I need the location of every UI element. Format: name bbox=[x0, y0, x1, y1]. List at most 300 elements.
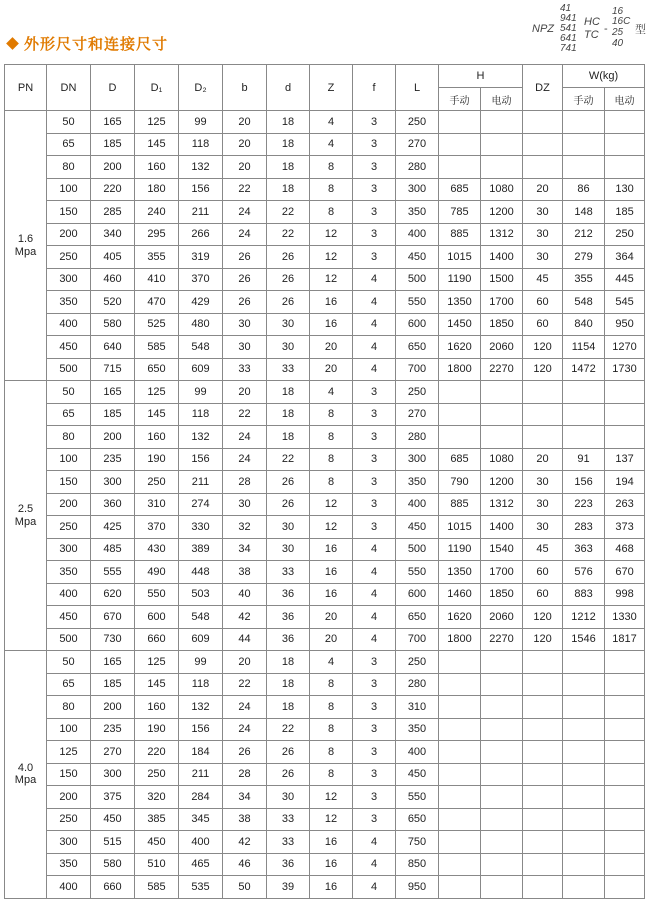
table-cell: 12 bbox=[310, 246, 353, 269]
table-row bbox=[5, 831, 645, 854]
table-cell: 8 bbox=[310, 763, 353, 786]
table-cell: 3 bbox=[353, 246, 396, 269]
table-cell bbox=[605, 381, 645, 404]
table-cell bbox=[563, 741, 605, 764]
table-cell: 86 bbox=[563, 178, 605, 201]
table-cell: 250 bbox=[396, 381, 439, 404]
table-cell: 3 bbox=[353, 516, 396, 539]
table-cell bbox=[439, 741, 481, 764]
table-cell: 450 bbox=[396, 516, 439, 539]
table-cell: 20 bbox=[223, 111, 267, 134]
table-cell: 670 bbox=[605, 561, 645, 584]
table-cell bbox=[523, 381, 563, 404]
table-cell: 30 bbox=[223, 313, 267, 336]
table-cell: 33 bbox=[267, 358, 310, 381]
table-cell: 100 bbox=[47, 448, 91, 471]
table-cell: 1620 bbox=[439, 336, 481, 359]
table-cell bbox=[523, 133, 563, 156]
table-cell bbox=[439, 403, 481, 426]
table-cell: 3 bbox=[353, 696, 396, 719]
table-cell bbox=[563, 853, 605, 876]
table-cell: 1850 bbox=[481, 583, 523, 606]
table-cell bbox=[605, 876, 645, 899]
pressure-cell bbox=[5, 381, 47, 651]
table-cell: 26 bbox=[223, 741, 267, 764]
table-cell: 22 bbox=[267, 448, 310, 471]
table-cell: 580 bbox=[91, 853, 135, 876]
table-cell: 1190 bbox=[439, 538, 481, 561]
table-cell: 3 bbox=[353, 111, 396, 134]
table-cell: 38 bbox=[223, 808, 267, 831]
table-cell: 180 bbox=[135, 178, 179, 201]
table-cell: 600 bbox=[396, 313, 439, 336]
table-cell: 200 bbox=[91, 426, 135, 449]
table-cell bbox=[523, 673, 563, 696]
table-cell: 1400 bbox=[481, 516, 523, 539]
table-cell: 30 bbox=[267, 313, 310, 336]
table-cell: 3 bbox=[353, 448, 396, 471]
table-cell: 300 bbox=[396, 178, 439, 201]
table-cell: 1546 bbox=[563, 628, 605, 651]
table-cell: 30 bbox=[523, 201, 563, 224]
table-cell bbox=[563, 651, 605, 674]
header-l: L bbox=[396, 65, 439, 111]
table-cell: 3 bbox=[353, 741, 396, 764]
table-cell bbox=[523, 876, 563, 899]
table-cell bbox=[523, 696, 563, 719]
table-cell: 500 bbox=[396, 268, 439, 291]
table-cell: 3 bbox=[353, 178, 396, 201]
table-cell: 355 bbox=[135, 246, 179, 269]
table-cell: 156 bbox=[563, 471, 605, 494]
table-cell: 250 bbox=[47, 246, 91, 269]
table-cell: 34 bbox=[223, 786, 267, 809]
table-cell bbox=[439, 111, 481, 134]
table-cell: 185 bbox=[605, 201, 645, 224]
table-cell: 26 bbox=[267, 741, 310, 764]
table-cell: 300 bbox=[47, 831, 91, 854]
table-cell: 137 bbox=[605, 448, 645, 471]
header-h-manual: 手动 bbox=[439, 88, 481, 111]
table-cell bbox=[523, 426, 563, 449]
table-cell bbox=[523, 718, 563, 741]
table-cell: 4 bbox=[310, 111, 353, 134]
table-cell: 300 bbox=[91, 763, 135, 786]
table-cell: 12 bbox=[310, 516, 353, 539]
table-cell bbox=[563, 156, 605, 179]
table-cell: 20 bbox=[523, 178, 563, 201]
table-cell: 950 bbox=[605, 313, 645, 336]
table-row bbox=[5, 516, 645, 539]
table-cell: 16 bbox=[310, 538, 353, 561]
table-cell: 548 bbox=[179, 606, 223, 629]
table-cell bbox=[605, 651, 645, 674]
table-row bbox=[5, 808, 645, 831]
table-row bbox=[5, 358, 645, 381]
table-cell: 8 bbox=[310, 471, 353, 494]
table-cell: 285 bbox=[91, 201, 135, 224]
table-cell: 8 bbox=[310, 448, 353, 471]
table-cell: 340 bbox=[91, 223, 135, 246]
table-cell: 1800 bbox=[439, 358, 481, 381]
table-cell: 2270 bbox=[481, 628, 523, 651]
table-cell: 38 bbox=[223, 561, 267, 584]
section-title-text: 外形尺寸和连接尺寸 bbox=[24, 35, 169, 53]
table-cell: 270 bbox=[396, 133, 439, 156]
table-cell: 18 bbox=[267, 381, 310, 404]
table-cell: 3 bbox=[353, 493, 396, 516]
table-cell bbox=[605, 111, 645, 134]
table-cell bbox=[563, 381, 605, 404]
table-cell: 190 bbox=[135, 448, 179, 471]
table-cell: 600 bbox=[135, 606, 179, 629]
table-cell: 410 bbox=[135, 268, 179, 291]
table-cell: 1080 bbox=[481, 448, 523, 471]
table-cell: 295 bbox=[135, 223, 179, 246]
table-cell: 2060 bbox=[481, 606, 523, 629]
table-cell: 450 bbox=[47, 606, 91, 629]
table-cell: 450 bbox=[396, 246, 439, 269]
model-sep: - bbox=[604, 23, 608, 35]
table-cell: 640 bbox=[91, 336, 135, 359]
table-cell: 50 bbox=[47, 111, 91, 134]
table-cell bbox=[605, 808, 645, 831]
table-cell: 1312 bbox=[481, 493, 523, 516]
table-cell: 150 bbox=[47, 471, 91, 494]
table-row bbox=[5, 403, 645, 426]
table-cell: 16 bbox=[310, 583, 353, 606]
table-cell: 120 bbox=[523, 358, 563, 381]
model-mid2: TC bbox=[584, 29, 599, 41]
table-cell: 3 bbox=[353, 403, 396, 426]
table-cell bbox=[523, 763, 563, 786]
table-cell: 22 bbox=[223, 403, 267, 426]
table-cell: 445 bbox=[605, 268, 645, 291]
table-cell: 165 bbox=[91, 111, 135, 134]
table-cell: 3 bbox=[353, 156, 396, 179]
table-row bbox=[5, 493, 645, 516]
table-cell: 30 bbox=[523, 223, 563, 246]
model-group1-code: 641 bbox=[560, 33, 577, 44]
table-cell: 26 bbox=[267, 246, 310, 269]
table-row bbox=[5, 268, 645, 291]
table-cell: 350 bbox=[47, 561, 91, 584]
table-cell: 165 bbox=[91, 381, 135, 404]
pressure-label: 2.5 bbox=[17, 502, 34, 515]
table-row bbox=[5, 696, 645, 719]
table-cell: 2060 bbox=[481, 336, 523, 359]
table-cell: 4 bbox=[353, 561, 396, 584]
header-pn: PN bbox=[5, 65, 47, 111]
table-cell: 310 bbox=[396, 696, 439, 719]
table-cell: 660 bbox=[135, 628, 179, 651]
table-cell: 8 bbox=[310, 156, 353, 179]
table-body bbox=[5, 111, 645, 899]
table-cell: 20 bbox=[310, 628, 353, 651]
table-cell: 600 bbox=[396, 583, 439, 606]
table-cell: 42 bbox=[223, 831, 267, 854]
table-cell: 250 bbox=[47, 808, 91, 831]
table-cell: 50 bbox=[223, 876, 267, 899]
table-cell: 250 bbox=[135, 471, 179, 494]
table-cell: 16 bbox=[310, 876, 353, 899]
table-cell: 3 bbox=[353, 223, 396, 246]
table-cell: 550 bbox=[396, 561, 439, 584]
pressure-cell bbox=[5, 651, 47, 899]
header-w: W(kg) bbox=[563, 65, 645, 88]
table-cell bbox=[439, 808, 481, 831]
table-cell: 485 bbox=[91, 538, 135, 561]
model-mid1: HC bbox=[584, 16, 600, 28]
table-cell: 4 bbox=[353, 358, 396, 381]
table-cell: 320 bbox=[135, 786, 179, 809]
table-cell bbox=[563, 133, 605, 156]
table-cell: 18 bbox=[267, 111, 310, 134]
table-row bbox=[5, 178, 645, 201]
table-cell: 120 bbox=[523, 606, 563, 629]
table-cell: 60 bbox=[523, 291, 563, 314]
table-cell: 12 bbox=[310, 268, 353, 291]
table-cell bbox=[605, 156, 645, 179]
table-cell: 33 bbox=[267, 808, 310, 831]
table-cell: 400 bbox=[179, 831, 223, 854]
table-cell: 36 bbox=[267, 583, 310, 606]
table-cell: 4 bbox=[353, 336, 396, 359]
table-cell: 4 bbox=[310, 381, 353, 404]
table-cell bbox=[563, 831, 605, 854]
table-cell: 20 bbox=[223, 381, 267, 404]
table-cell: 30 bbox=[523, 246, 563, 269]
table-cell: 160 bbox=[135, 426, 179, 449]
table-cell: 364 bbox=[605, 246, 645, 269]
table-cell: 12 bbox=[310, 493, 353, 516]
table-cell: 32 bbox=[223, 516, 267, 539]
table-cell bbox=[481, 111, 523, 134]
table-cell bbox=[523, 808, 563, 831]
table-cell bbox=[439, 133, 481, 156]
dimensions-table bbox=[4, 64, 645, 899]
table-cell: 280 bbox=[396, 156, 439, 179]
table-cell: 36 bbox=[267, 606, 310, 629]
table-cell: 685 bbox=[439, 178, 481, 201]
table-cell: 4 bbox=[353, 628, 396, 651]
table-cell bbox=[563, 786, 605, 809]
table-cell: 580 bbox=[91, 313, 135, 336]
table-cell bbox=[481, 156, 523, 179]
table-cell: 150 bbox=[47, 763, 91, 786]
table-cell: 510 bbox=[135, 853, 179, 876]
table-cell: 20 bbox=[310, 606, 353, 629]
table-cell: 20 bbox=[223, 133, 267, 156]
table-cell: 145 bbox=[135, 403, 179, 426]
table-row bbox=[5, 381, 645, 404]
model-group1-code: 41 bbox=[560, 3, 572, 14]
table-row bbox=[5, 336, 645, 359]
table-cell bbox=[563, 426, 605, 449]
table-row bbox=[5, 583, 645, 606]
table-row bbox=[5, 718, 645, 741]
table-cell: 525 bbox=[135, 313, 179, 336]
table-cell: 184 bbox=[179, 741, 223, 764]
table-cell: 4 bbox=[353, 268, 396, 291]
table-cell bbox=[481, 853, 523, 876]
pressure-cell bbox=[5, 111, 47, 381]
table-cell: 185 bbox=[91, 403, 135, 426]
table-cell: 283 bbox=[563, 516, 605, 539]
table-cell: 8 bbox=[310, 673, 353, 696]
table-cell: 300 bbox=[47, 268, 91, 291]
table-cell: 400 bbox=[396, 223, 439, 246]
table-cell: 132 bbox=[179, 426, 223, 449]
table-cell: 250 bbox=[396, 111, 439, 134]
table-cell: 165 bbox=[91, 651, 135, 674]
table-cell bbox=[439, 426, 481, 449]
table-cell: 4 bbox=[353, 853, 396, 876]
table-cell: 4 bbox=[310, 133, 353, 156]
table-row bbox=[5, 763, 645, 786]
table-cell: 700 bbox=[396, 628, 439, 651]
table-cell bbox=[523, 651, 563, 674]
table-cell bbox=[481, 426, 523, 449]
table-cell: 65 bbox=[47, 673, 91, 696]
table-row bbox=[5, 156, 645, 179]
table-cell bbox=[439, 831, 481, 854]
table-cell: 1700 bbox=[481, 561, 523, 584]
table-row bbox=[5, 786, 645, 809]
table-cell bbox=[523, 156, 563, 179]
table-cell: 548 bbox=[179, 336, 223, 359]
table-cell: 12 bbox=[310, 808, 353, 831]
table-cell: 319 bbox=[179, 246, 223, 269]
table-cell: 263 bbox=[605, 493, 645, 516]
pressure-label: Mpa bbox=[14, 774, 37, 787]
table-cell: 1850 bbox=[481, 313, 523, 336]
table-cell: 385 bbox=[135, 808, 179, 831]
table-cell: 8 bbox=[310, 201, 353, 224]
model-group2-code: 25 bbox=[612, 27, 624, 38]
table-cell bbox=[605, 763, 645, 786]
table-cell bbox=[439, 381, 481, 404]
table-cell: 26 bbox=[267, 268, 310, 291]
table-cell: 16 bbox=[310, 291, 353, 314]
table-cell bbox=[439, 718, 481, 741]
table-cell: 460 bbox=[91, 268, 135, 291]
table-cell: 4 bbox=[353, 583, 396, 606]
table-cell bbox=[523, 853, 563, 876]
table-cell bbox=[563, 403, 605, 426]
table-cell: 1730 bbox=[605, 358, 645, 381]
table-cell: 185 bbox=[91, 133, 135, 156]
table-cell: 200 bbox=[47, 786, 91, 809]
table-cell bbox=[605, 853, 645, 876]
table-cell bbox=[439, 763, 481, 786]
table-cell: 585 bbox=[135, 876, 179, 899]
table-cell: 33 bbox=[267, 831, 310, 854]
table-cell: 24 bbox=[223, 426, 267, 449]
table-cell: 235 bbox=[91, 448, 135, 471]
table-cell: 429 bbox=[179, 291, 223, 314]
table-cell: 30 bbox=[267, 336, 310, 359]
table-cell: 465 bbox=[179, 853, 223, 876]
table-cell: 18 bbox=[267, 156, 310, 179]
table-cell: 1450 bbox=[439, 313, 481, 336]
table-cell: 1500 bbox=[481, 268, 523, 291]
table-cell: 1190 bbox=[439, 268, 481, 291]
table-cell: 26 bbox=[223, 291, 267, 314]
table-cell: 284 bbox=[179, 786, 223, 809]
table-cell: 1620 bbox=[439, 606, 481, 629]
table-cell: 200 bbox=[47, 493, 91, 516]
table-cell: 363 bbox=[563, 538, 605, 561]
header-d: D bbox=[91, 65, 135, 111]
table-cell: 235 bbox=[91, 718, 135, 741]
table-cell: 18 bbox=[267, 696, 310, 719]
table-cell: 34 bbox=[223, 538, 267, 561]
table-cell: 150 bbox=[47, 201, 91, 224]
table-cell bbox=[481, 403, 523, 426]
table-cell: 160 bbox=[135, 696, 179, 719]
table-cell: 883 bbox=[563, 583, 605, 606]
table-cell: 480 bbox=[179, 313, 223, 336]
table-cell bbox=[605, 696, 645, 719]
table-cell: 36 bbox=[267, 628, 310, 651]
table-cell: 30 bbox=[223, 493, 267, 516]
table-cell: 750 bbox=[396, 831, 439, 854]
pressure-label: 1.6 bbox=[17, 232, 34, 245]
table-cell: 12 bbox=[310, 223, 353, 246]
table-cell: 40 bbox=[223, 583, 267, 606]
table-cell: 100 bbox=[47, 178, 91, 201]
table-cell: 790 bbox=[439, 471, 481, 494]
table-cell: 30 bbox=[267, 786, 310, 809]
table-row bbox=[5, 741, 645, 764]
table-cell: 145 bbox=[135, 133, 179, 156]
table-row bbox=[5, 111, 645, 134]
table-cell: 1472 bbox=[563, 358, 605, 381]
table-cell: 400 bbox=[47, 583, 91, 606]
table-cell: 22 bbox=[267, 201, 310, 224]
table-cell: 1154 bbox=[563, 336, 605, 359]
table-cell: 355 bbox=[563, 268, 605, 291]
table-cell: 30 bbox=[267, 516, 310, 539]
table-cell: 548 bbox=[563, 291, 605, 314]
table-cell: 430 bbox=[135, 538, 179, 561]
table-cell bbox=[605, 673, 645, 696]
table-cell: 274 bbox=[179, 493, 223, 516]
table-cell bbox=[481, 133, 523, 156]
table-cell: 8 bbox=[310, 741, 353, 764]
table-cell bbox=[481, 718, 523, 741]
table-cell: 16 bbox=[310, 831, 353, 854]
table-cell: 3 bbox=[353, 673, 396, 696]
table-cell: 280 bbox=[396, 426, 439, 449]
table-row bbox=[5, 291, 645, 314]
table-cell: 350 bbox=[396, 718, 439, 741]
table-cell: 1700 bbox=[481, 291, 523, 314]
table-cell: 132 bbox=[179, 156, 223, 179]
table-cell: 715 bbox=[91, 358, 135, 381]
table-cell bbox=[481, 763, 523, 786]
table-cell: 99 bbox=[179, 381, 223, 404]
model-suffix: 型 bbox=[635, 23, 646, 36]
table-cell: 8 bbox=[310, 696, 353, 719]
table-cell: 3 bbox=[353, 381, 396, 404]
table-cell bbox=[439, 156, 481, 179]
table-cell: 1460 bbox=[439, 583, 481, 606]
table-row bbox=[5, 673, 645, 696]
table-cell bbox=[439, 696, 481, 719]
table-cell bbox=[563, 876, 605, 899]
